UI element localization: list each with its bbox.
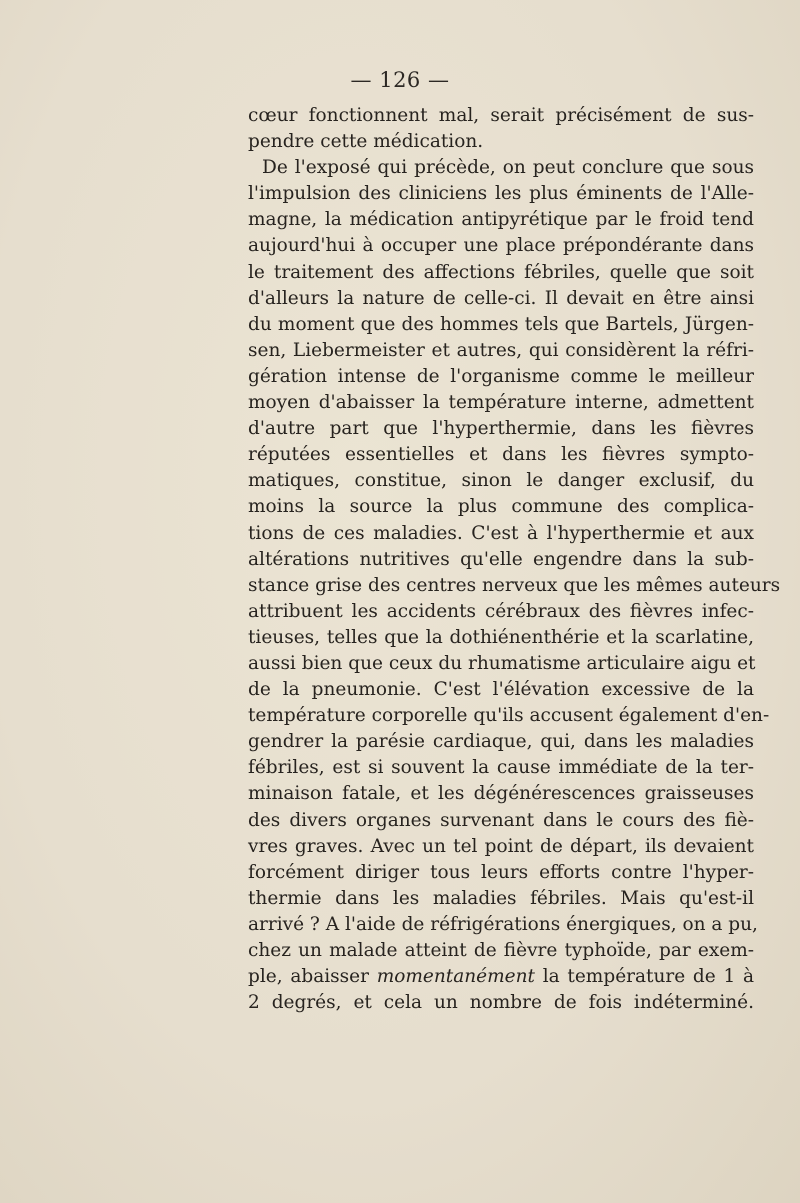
text-line: matiques, constitue, sinon le danger exclusif, du (248, 470, 754, 492)
italic-word: momentanément (376, 966, 535, 988)
text-line (248, 964, 754, 990)
text-line: gération intense de l'organisme comme le meilleur (248, 365, 754, 387)
text-line: gendrer la parésie cardiaque, qui, dans les maladies (248, 731, 754, 753)
page-number: — 126 — (350, 68, 450, 92)
body-text (248, 103, 781, 1016)
text-line: des divers organes survenant dans le cours des fiè- (248, 809, 754, 831)
text-line: magne, la médication antipyrétique par le froid tend (248, 209, 754, 231)
text-line: l'impulsion des cliniciens les plus éminents de l'Alle- (248, 183, 754, 205)
text-line: altérations nutritives qu'elle engendre dans la sub- (248, 548, 754, 570)
text-line: de la pneumonie. C'est l'élévation excessive de la (248, 679, 754, 701)
text-line: pendre cette médication. (248, 131, 484, 153)
text-line: cœur fonctionnent mal, serait précisément de sus- (248, 105, 754, 126)
text-line: le traitement des affections fébriles, quelle que soit (248, 261, 754, 283)
text-line: chez un malade atteint de fièvre typhoïde, par exem- (248, 940, 754, 961)
text-line: minaison fatale, et les dégénérescences graisseuses (248, 783, 754, 805)
text-line: du moment que des hommes tels que Bartels, Jürgen- (248, 313, 754, 335)
text-line: tions de ces maladies. C'est à l'hyperthermie et aux (248, 522, 754, 544)
text-line: fébriles, est si souvent la cause immédiate de la ter- (248, 757, 754, 779)
text-line: moins la source la plus commune des complica- (248, 496, 754, 518)
text-line: sen, Liebermeister et autres, qui considèrent la réfri- (248, 339, 754, 361)
text-line: arrivé ? A l'aide de réfrigérations énergiques, on a pu, (248, 913, 758, 935)
text-line: De l'exposé qui précède, on peut conclure que sous (262, 157, 754, 179)
text-line: stance grise des centres nerveux que les mêmes auteurs (248, 574, 781, 596)
text-line: vres graves. Avec un tel point de départ, ils devaient (248, 835, 754, 857)
text-line: forcément diriger tous leurs efforts contre l'hyper- (248, 861, 754, 883)
text-line: tieuses, telles que la dothiénenthérie et la scarlatine, (248, 626, 754, 648)
text-line: 2 degrés, et cela un nombre de fois indéterminé. (248, 992, 754, 1014)
text-line: moyen d'abaisser la température interne, admettent (248, 392, 754, 414)
text-line: température corporelle qu'ils accusent également d'en- (248, 705, 770, 727)
text-line: d'alleurs la nature de celle-ci. Il devait en être ainsi (248, 287, 754, 309)
text-segment: ple, abaisser (248, 966, 377, 988)
text-line: réputées essentielles et dans les fièvres sympto- (248, 444, 754, 466)
text-line: attribuent les accidents cérébraux des fièvres infec- (248, 600, 754, 622)
text-line: d'autre part que l'hyperthermie, dans les fièvres (248, 418, 754, 440)
text-line: aussi bien que ceux du rhumatisme articulaire aigu et (248, 652, 756, 674)
text-line: aujourd'hui à occuper une place prépondérante dans (248, 235, 754, 257)
text-segment: la température de 1 à (534, 966, 755, 988)
text-line: thermie dans les maladies fébriles. Mais qu'est-il (248, 887, 754, 909)
